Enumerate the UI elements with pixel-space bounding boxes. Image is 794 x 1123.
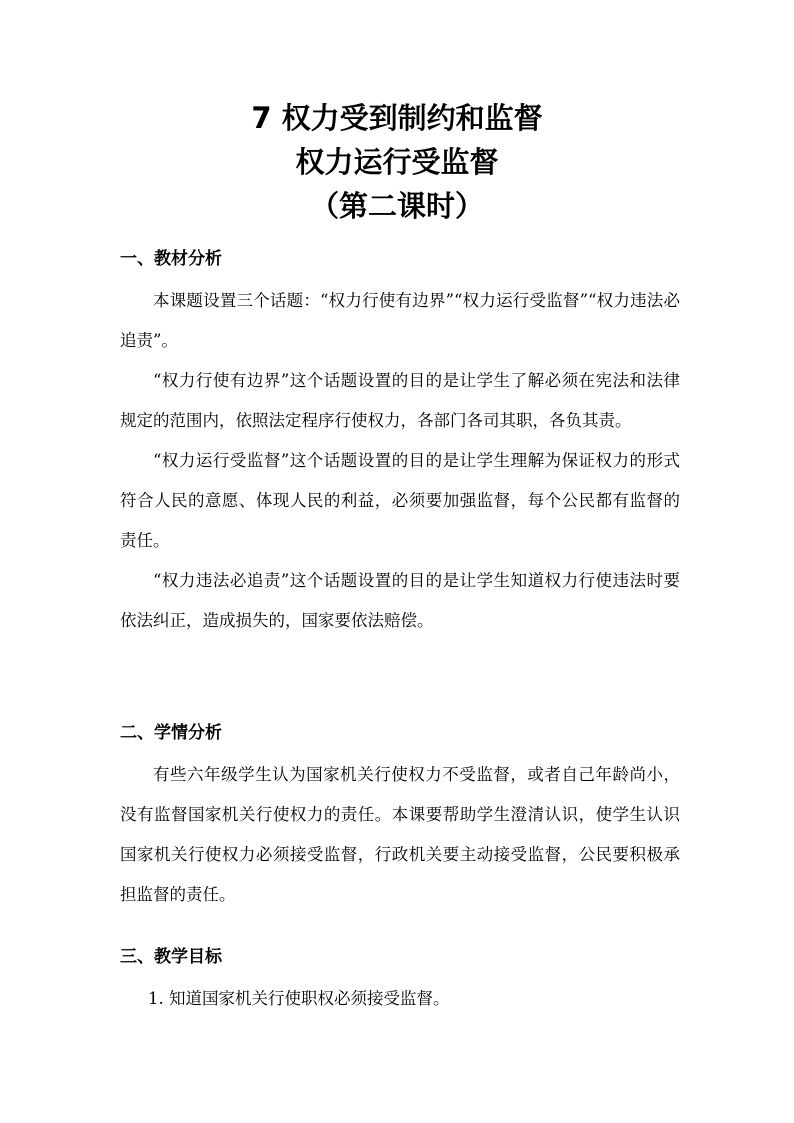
section-textbook-analysis <box>120 247 680 641</box>
paragraph: 本课题设置三个话题：“权力行使有边界”“权力运行受监督”“权力违法必追责”。 <box>120 291 680 350</box>
paragraph: “权力违法必追责”这个话题设置的目的是让学生知道权力行使违法时要依法纠正，造成损失的，国家要依法赔偿。 <box>120 571 680 630</box>
paragraph: 有些六年级学生认为国家机关行使权力不受监督，或者自己年龄尚小，没有监督国家机关行使权力的责任。本课要帮助学生澄清认识，使学生认识国家机关行使权力必须接受监督，行政机关要主动接受监督，公民要积极承担监督的责任。 <box>120 765 680 904</box>
section-teaching-objectives <box>120 945 680 1019</box>
paragraph: “权力行使有边界”这个话题设置的目的是让学生了解必须在宪法和法律规定的范围内，依照法定程序行使权力，各部门各司其职，各负其责。 <box>120 371 680 430</box>
paragraph: “权力运行受监督”这个话题设置的目的是让学生理解为保证权力的形式符合人民的意愿、体现人民的利益，必须要加强监督，每个公民都有监督的责任。 <box>120 451 680 550</box>
objective-item: 1. 知道国家机关行使职权必须接受监督。 <box>148 989 450 1008</box>
section-heading: 三、教学目标 <box>120 947 222 967</box>
section-heading: 一、教材分析 <box>120 249 222 269</box>
lesson-period: （第二课时） <box>309 189 484 223</box>
section-student-analysis <box>120 721 680 915</box>
section-heading: 二、学情分析 <box>120 723 222 743</box>
title-block <box>0 96 794 228</box>
lesson-title: 7 权力受到制约和监督 <box>251 101 543 135</box>
topic-title: 权力运行受监督 <box>295 145 499 179</box>
